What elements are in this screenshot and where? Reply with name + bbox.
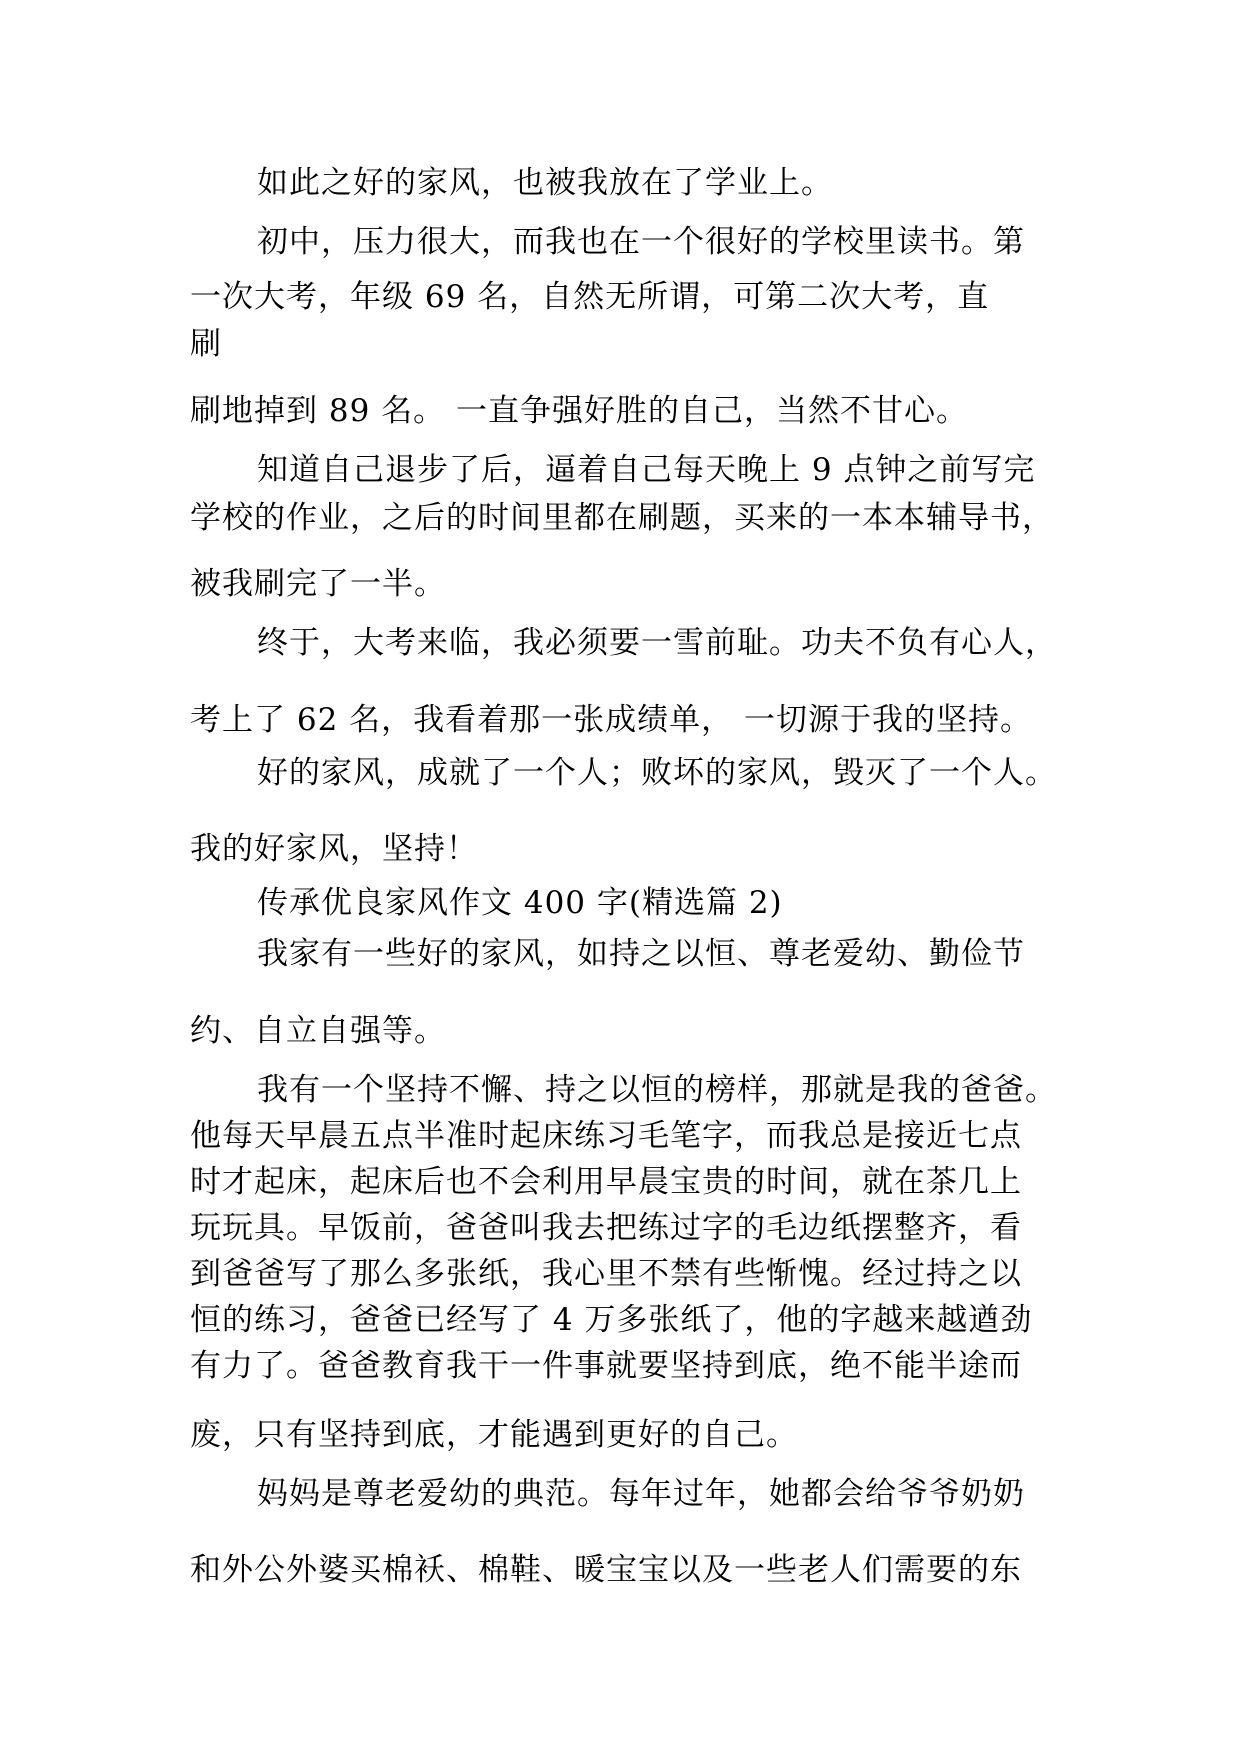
- text-line: 有力了。爸爸教育我干一件事就要坚持到底，绝不能半途而: [190, 1348, 1022, 1384]
- text-line: 被我刷完了一半。: [190, 566, 446, 602]
- text-line: 玩玩具。早饭前，爸爸叫我去把练过字的毛边纸摆整齐，看: [190, 1210, 1022, 1246]
- text-line: 一次大考，年级 69 名，自然无所谓，可第二次大考，直: [190, 279, 990, 315]
- text-line: 刷地掉到 89 名。 一直争强好胜的自己，当然不甘心。: [190, 393, 969, 429]
- text-line: 和外公外婆买棉袄、棉鞋、暖宝宝以及一些老人们需要的东: [190, 1552, 1022, 1588]
- text-line: 我有一个坚持不懈、持之以恒的榜样，那就是我的爸爸。: [257, 1072, 1057, 1108]
- text-line: 我家有一些好的家风，如持之以恒、尊老爱幼、勤俭节: [257, 936, 1025, 972]
- text-line: 学校的作业，之后的时间里都在刷题，买来的一本本辅导书，: [190, 500, 1054, 536]
- text-line: 知道自己退步了后，逼着自己每天晚上 9 点钟之前写完: [257, 452, 1036, 488]
- text-line: 恒的练习，爸爸已经写了 4 万多张纸了，他的字越来越遒劲: [190, 1302, 1033, 1338]
- text-line: 时才起床，起床后也不会利用早晨宝贵的时间，就在茶几上: [190, 1164, 1022, 1200]
- section-heading: 传承优良家风作文 400 字(精选篇 2): [257, 885, 783, 921]
- text-line: 约、自立自强等。: [190, 1013, 446, 1049]
- text-line: 初中，压力很大，而我也在一个很好的学校里读书。第: [257, 224, 1025, 260]
- text-line: 到爸爸写了那么多张纸，我心里不禁有些惭愧。经过持之以: [190, 1256, 1022, 1292]
- text-line: 考上了 62 名，我看着那一张成绩单， 一切源于我的坚持。: [190, 702, 1033, 738]
- text-line: 他每天早晨五点半准时起床练习毛笔字，而我总是接近七点: [190, 1118, 1022, 1154]
- text-line: 妈妈是尊老爱幼的典范。每年过年，她都会给爷爷奶奶: [257, 1476, 1025, 1512]
- text-line: 终于，大考来临，我必须要一雪前耻。功夫不负有心人，: [257, 625, 1057, 661]
- text-line: 如此之好的家风，也被我放在了学业上。: [257, 165, 833, 201]
- text-line: 刷: [190, 326, 222, 362]
- text-line: 废，只有坚持到底，才能遇到更好的自己。: [190, 1417, 798, 1453]
- text-line: 我的好家风，坚持！: [190, 831, 478, 867]
- text-line: 好的家风，成就了一个人；败坏的家风，毁灭了一个人。: [257, 755, 1057, 791]
